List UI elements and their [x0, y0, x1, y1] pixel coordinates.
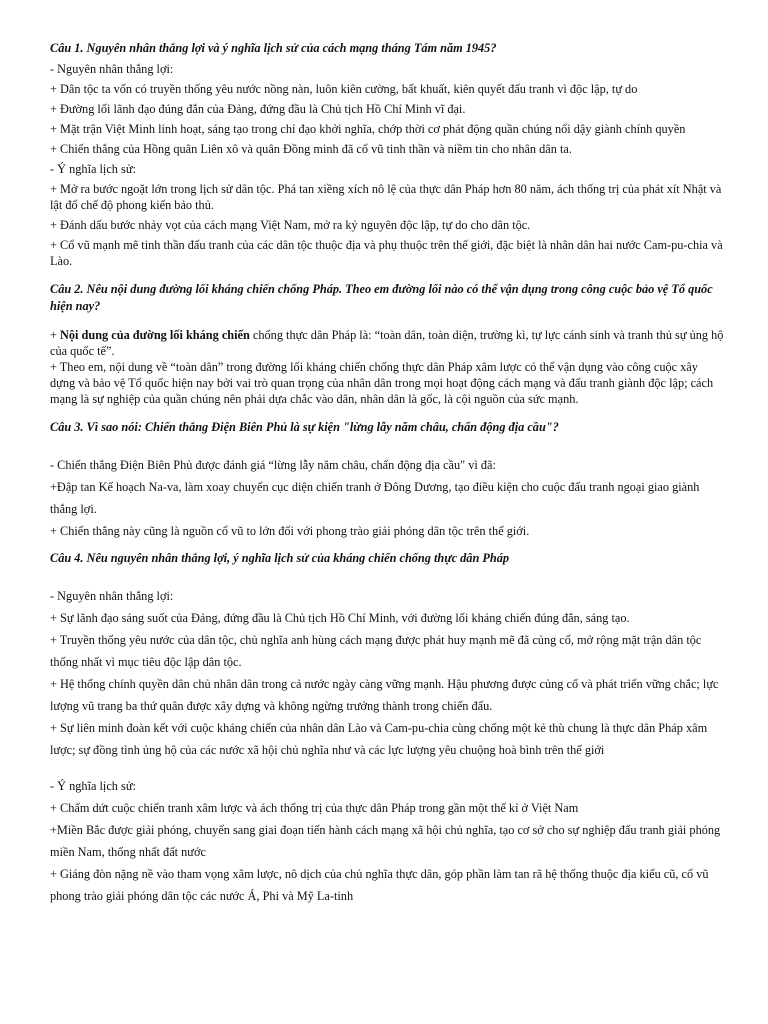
- q1-line: + Đánh dấu bước nhảy vọt của cách mạng Việt Nam, mở ra kỷ nguyên độc lập, tự do cho dân tộc.: [50, 218, 531, 232]
- q2-bullet: +: [50, 328, 61, 342]
- q4-cause-line: + Hệ thống chính quyền dân chủ nhân dân trong cả nước ngày càng vững mạnh. Hậu phương được củng cố và phát triển vững chắc; lực lượng vũ trang ba thứ quân được xây dựng và không ngừng trưởng thành trong chiến đấu.: [50, 677, 719, 713]
- q3-line: - Chiến thắng Điện Biên Phủ được đánh giá “lừng lẫy năm châu, chấn động địa cầu" vì đã:: [50, 458, 496, 472]
- q1-line: + Cổ vũ mạnh mẽ tinh thần đấu tranh của các dân tộc thuộc địa và phụ thuộc trên thế giới, đặc biệt là nhân dân hai nước Cam-pu-chia và Lào.: [50, 238, 723, 268]
- question-3-heading: Câu 3. Vì sao nói: Chiến thắng Điện Biên Phủ là sự kiện "lừng lẫy năm châu, chấn động địa cầu"?: [50, 420, 559, 434]
- q1-line: - Ý nghĩa lịch sử:: [50, 162, 136, 176]
- q1-line: - Nguyên nhân thắng lợi:: [50, 62, 174, 76]
- q4-cause-line: + Sự lãnh đạo sáng suốt của Đảng, đứng đầu là Chủ tịch Hồ Chí Minh, với đường lối kháng chiến đúng đắn, sáng tạo.: [50, 611, 630, 625]
- question-4-heading: Câu 4. Nêu nguyên nhân thắng lợi, ý nghĩa lịch sử của kháng chiến chống thực dân Pháp: [50, 551, 510, 565]
- q4-meaning-line: + Chấm dứt cuộc chiến tranh xâm lược và ách thống trị của thực dân Pháp trong gần một thế kỉ ở Việt Nam: [50, 801, 579, 815]
- question-1-section: [50, 40, 726, 269]
- question-4-section: [50, 550, 726, 907]
- q4-meaning-line: - Ý nghĩa lịch sử:: [50, 779, 136, 793]
- q1-line: + Dân tộc ta vốn có truyền thống yêu nước nồng nàn, luôn kiên cường, bất khuất, kiên quyết đấu tranh vì độc lập, tự do: [50, 82, 638, 96]
- q2-bold-phrase: Nội dung của đường lối kháng chiến: [60, 328, 250, 342]
- q4-cause-line: - Nguyên nhân thắng lợi:: [50, 589, 174, 603]
- q3-line: +Đập tan Kế hoạch Na-va, làm xoay chuyển cục diện chiến tranh ở Đông Dương, tạo điều kiện cho cuộc đấu tranh ngoại giao giành thắng lợi.: [50, 480, 700, 516]
- q4-cause-line: + Truyền thống yêu nước của dân tộc, chủ nghĩa anh hùng cách mạng được phát huy mạnh mẽ đã củng cố, mở rộng mặt trận dân tộc thống nhất vì mục tiêu độc lập dân tộc.: [50, 633, 702, 669]
- question-3-section: [50, 419, 726, 542]
- question-2-section: [50, 281, 726, 407]
- question-2-heading: Câu 2. Nêu nội dung đường lối kháng chiến chống Pháp. Theo em đường lối nào có thể vận dụng trong công cuộc bảo vệ Tổ quốc hiện nay?: [50, 282, 713, 313]
- q4-meaning-line: + Giáng đòn nặng nề vào tham vọng xâm lược, nô dịch của chủ nghĩa thực dân, góp phần làm tan rã hệ thống thuộc địa kiểu cũ, cổ vũ phong trào giải phóng dân tộc các nước Á, Phi và Mỹ La-tinh: [50, 867, 709, 903]
- q1-line: + Mở ra bước ngoặt lớn trong lịch sử dân tộc. Phá tan xiềng xích nô lệ của thực dân Pháp hơn 80 năm, ách thống trị của phát xít Nhật và lật đổ chế độ phong kiến bảo thủ.: [50, 182, 722, 212]
- q4-cause-line: + Sự liên minh đoàn kết với cuộc kháng chiến của nhân dân Lào và Cam-pu-chia cùng chống một kẻ thù chung là thực dân Pháp xâm lược; sự đồng tình ủng hộ của các nước xã hội chủ nghĩa như và các lực lượng yêu chuộng hoà bình trên thế giới: [50, 721, 708, 757]
- q1-line: + Mặt trận Việt Minh linh hoạt, sáng tạo trong chỉ đạo khởi nghĩa, chớp thời cơ phát động quần chúng nổi dậy giành chính quyền: [50, 122, 686, 136]
- q3-line: + Chiến thắng này cũng là nguồn cổ vũ to lớn đối với phong trào giải phóng dân tộc trên thế giới.: [50, 524, 530, 538]
- q1-line: + Chiến thắng của Hồng quân Liên xô và quân Đồng minh đã cổ vũ tinh thần và niềm tin cho nhân dân ta.: [50, 142, 572, 156]
- q2-content-paragraph: [50, 327, 726, 359]
- q2-content-rest: chống thực dân Pháp là: “toàn dân, toàn diện, trường kì, tự lực cánh sinh và tranh thủ sự ủng hộ của quốc tế”.: [50, 328, 724, 358]
- q2-application-paragraph: + Theo em, nội dung về “toàn dân” trong đường lối kháng chiến chống thực dân Pháp xâm lược có thể vận dụng vào công cuộc xây dựng và bảo vệ Tổ quốc hiện nay bởi vai trò quan trọng của nhân dân trong mọi hoạt động cách mạng và đấu tranh giành độc lập; cách mạng là sự nghiệp của quần chúng nên phải dựa chắc vào dân, nhân dân là gốc, là cội nguồn của sức mạnh.: [50, 360, 714, 406]
- q4-meaning-line: +Miền Bắc được giải phóng, chuyển sang giai đoạn tiến hành cách mạng xã hội chủ nghĩa, tạo cơ sở cho sự nghiệp đấu tranh giải phóng miền Nam, thống nhất đất nước: [50, 823, 721, 859]
- q1-line: + Đường lối lãnh đạo đúng đắn của Đảng, đứng đầu là Chủ tịch Hồ Chí Minh vĩ đại.: [50, 102, 466, 116]
- question-1-heading: Câu 1. Nguyên nhân thắng lợi và ý nghĩa lịch sử của cách mạng tháng Tám năm 1945?: [50, 41, 497, 55]
